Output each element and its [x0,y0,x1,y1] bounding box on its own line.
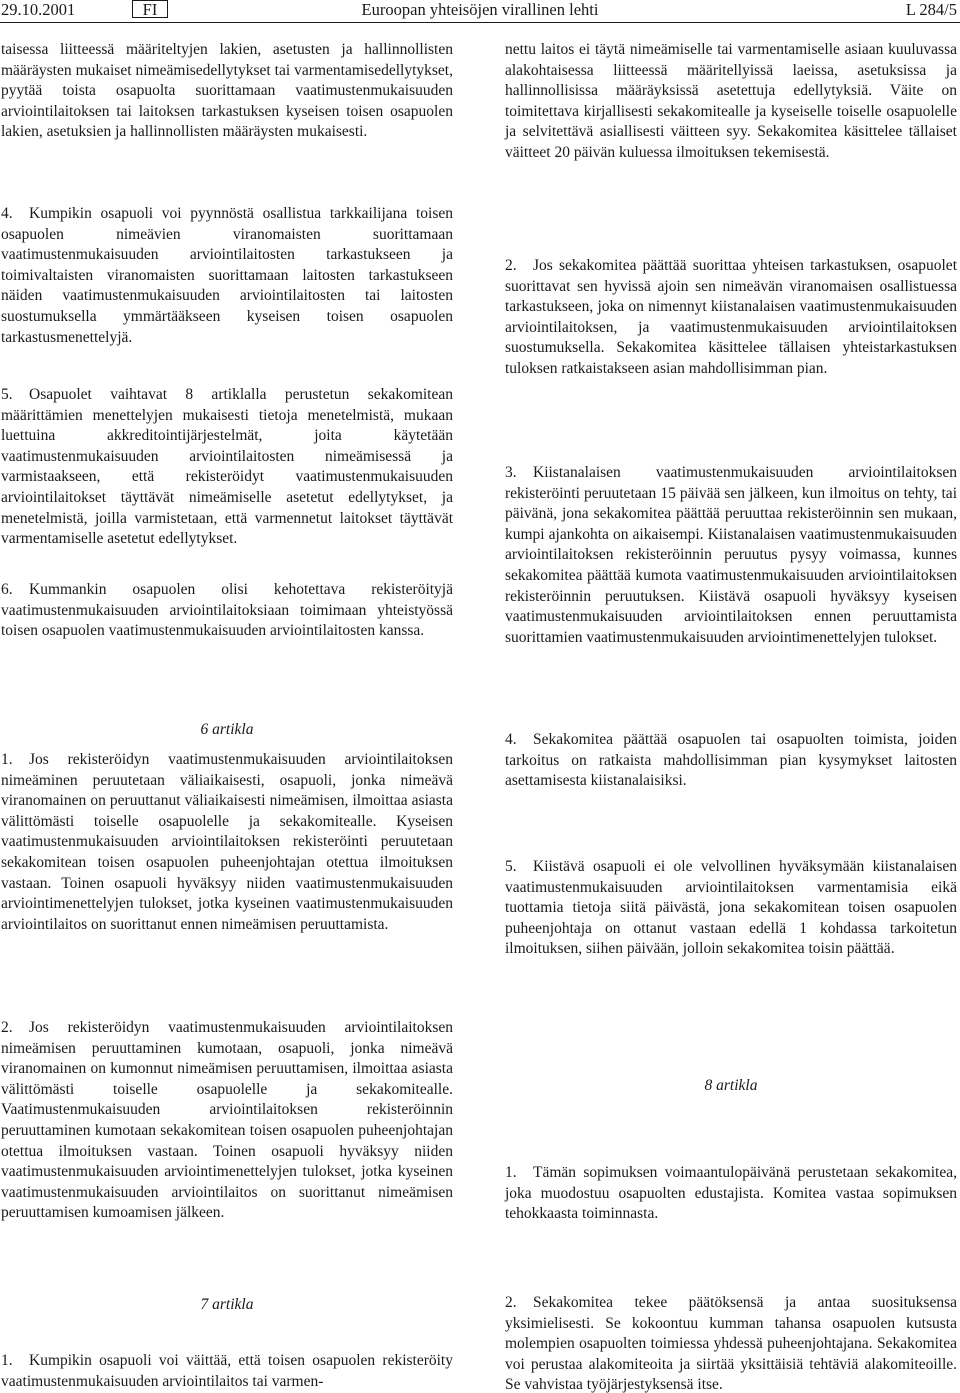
journal-title: Euroopan yhteisöjen virallinen lehti [361,0,599,19]
paragraph-continued: nettu laitos ei täytä nimeämiselle tai varmentamiselle asiaan kuuluvassa alakohtaisessa liitteessä määritellyissä laeissa, asetuksissa ja hallinnollisissa määräyksissä asetettuja edellytyksiä. Väite on toimitettava kirjallisesti sekakomitealle ja kyseiselle toiselle osapuolelle ja selvitettävä asiallisesti väitteen syy. Sekakomitea käsittelee tällaiset väitteet 20 päivän kuluessa ilmoituksen tekemisestä. [505,41,957,161]
paragraph-text: Osapuolet vaihtavat 8 artiklalla perustetun sekakomitean määrittämien menettelyjen mukaisesti tietoja menetelmistä, mukaan luettuina akkreditointijärjestelmät, joita käytetään vaatimustenmukaisuuden arviointilaitosten nimeämisessä ja varmistaakseen, että rekisteröidyt vaatimustenmukaisuuden arviointilaitokset täyttävät nimeämiselle asetetut edellytykset, ja menetelmistä, joilla varmistetaan, että varmennetut laitokset täyttävät varmentamiselle asetetut edellytykset. [1,386,453,548]
left-column [1,204,453,348]
left-column [1,40,453,143]
paragraph-number: 2. [1,1019,13,1036]
header-rule [0,22,960,23]
left-column [1,385,453,550]
article-7-paragraph-1 [1,1351,453,1392]
left-column [1,1351,453,1392]
paragraph-4 [505,730,957,792]
paragraph-number: 6. [1,581,13,598]
paragraph-3 [505,463,957,648]
paragraph-number: 1. [1,1352,13,1369]
paragraph-text: Kiistävä osapuoli ei ole velvollinen hyväksymään kiistanalaisen vaatimustenmukaisuuden arviointilaitoksen varmentamisia eikä tuottamia tietoja siitä päivästä, jona sekakomitean toisen osapuolen puheenjohtaja on ottanut vastaan edellä 1 kohdassa tarkoitetun ilmoituksen, siihen päivään, jolloin sekakomitea toisin päättää. [505,858,957,958]
paragraph-number: 3. [505,464,517,481]
article-8-heading: 8 artikla [704,1077,758,1094]
paragraph-number: 1. [505,1164,517,1181]
left-column [1,580,453,642]
paragraph-text: Kumpikin osapuoli voi pyynnöstä osallistua tarkkailijana toisen osapuolen nimeävien viranomaisten suorittamaan vaatimustenmukaisuuden arviointilaitosten tarkastukseen ja toimivaltaisten viranomaisten suorittamaan laitosten tarkastukseen näiden vaatimustenmukaisuuden arviointilaitosten tai laitosten suostumuksella ymmärtääkseen kyseisen toisen osapuolen tarkastusmenettelyjä. [1,205,453,346]
left-column [1,1295,453,1316]
article-7-heading: 7 artikla [200,1296,254,1313]
page-header [0,0,960,20]
paragraph-text: Sekakomitea tekee päätöksensä ja antaa suosituksensa yksimielisesti. Se kokoontuu kumman tahansa osapuolen kutsusta molempien osapuolten toimiessa yhdessä puheenjohtajana. Sekakomitea voi perustaa alakomiteoita ja siirtää yksittäisiä tehtäviä alakomiteoille. Se vahvistaa työjärjestyksensä itse. [505,1294,957,1393]
right-column [505,857,957,960]
left-column [1,1018,453,1224]
article-8-paragraph-2 [505,1293,957,1393]
article-6-heading: 6 artikla [200,721,254,738]
article-6-paragraph-2 [1,1018,453,1224]
right-column [505,730,957,792]
paragraph-text: Sekakomitea päättää osapuolen tai osapuolten toimista, joiden tarkoitus on ratkaista mahdollisimman pian kysymykset laitosten asettamisesta kiistanalaisiksi. [505,731,957,790]
right-column [505,1293,957,1393]
right-column [505,1163,957,1225]
right-column [505,40,957,164]
right-column [505,463,957,648]
paragraph-number: 2. [505,1294,517,1311]
paragraph-text: Kumpikin osapuoli voi väittää, että toisen osapuolen rekisteröity vaatimustenmukaisuuden arviointilaitos tai varmen- [1,1352,453,1390]
paragraph-number: 4. [505,731,517,748]
paragraph-2 [505,256,957,380]
paragraph-text: Kiistanalaisen vaatimustenmukaisuuden arviointilaitoksen rekisteröinti peruutetaan 15 päivää sen jälkeen, kun ilmoitus on tehty, tai päivänä, jona sekakomitea päättää peruuttaa rekisteröinnin sen mukaan, kumpi ajankohta on aikaisempi. Kiistanalaisen vaatimustenmukaisuuden arviointilaitoksen rekisteröinnin peruutus pysyy voimassa, kunnes sekakomitea päättää kumota vaatimustenmukaisuuden arviointilaitoksen rekisteröinnin peruutuksen. Kiistävä osapuoli hyväksyy kyseisen vaatimustenmukaisuuden arviointilaitoksen ennen peruuttamista suorittamien vaatimustenmukaisuuden arviointimenettelyjen tulokset. [505,464,957,646]
right-column [505,256,957,380]
paragraph-6 [1,580,453,642]
language-badge: FI [132,0,168,18]
page-reference: L 284/5 [905,0,957,19]
left-column [1,720,453,741]
paragraph-text: Jos rekisteröidyn vaatimustenmukaisuuden arviointilaitoksen nimeämisen peruuttaminen kumotaan, osapuoli, jonka nimeävä viranomainen on kumonnut nimeämisen peruuttamisen, ilmoittaa asiasta välittömästi toiselle osapuolelle ja sekakomitealle. Vaatimustenmukaisuuden arviointilaitoksen rekisteröinnin peruuttaminen kumotaan sekakomitean toisen osapuolen puheenjohtajan otettua ilmoituksen vastaan. Toinen osapuoli hyväksyy niiden vaatimustenmukaisuuden arviointimenettelyjen tulokset, jotka kyseinen vaatimustenmukaisuuden arviointilaitos on suorittanut nimeämisen peruuttamisen kumoamisen jälkeen. [1,1019,453,1222]
paragraph-number: 5. [1,386,13,403]
paragraph-4 [1,204,453,348]
publication-date: 29.10.2001 [1,0,76,19]
paragraph-number: 4. [1,205,13,222]
paragraph-number: 1. [1,751,13,768]
paragraph-number: 2. [505,257,517,274]
paragraph-number: 5. [505,858,517,875]
paragraph-text: Jos sekakomitea päättää suorittaa yhteisen tarkastuksen, osapuolet suorittavat sen hyvissä ajoin sen nimeävän viranomaisen osallistuessa tarkastukseen, joka on nimennyt kiistanalaisen vaatimustenmukaisuuden arviointilaitoksen, ja vaatimustenmukaisuuden arviointilaitoksen suostumuksella. Sekakomitea käsittelee tällaisen yhteistarkastuksen tuloksen ratkaistakseen asian mahdollisimman pian. [505,257,957,377]
article-8-paragraph-1 [505,1163,957,1225]
left-column [1,750,453,935]
paragraph-5 [1,385,453,550]
paragraph-text: Kummankin osapuolen olisi kehotettava rekisteröityjä vaatimustenmukaisuuden arviointilaitoksiaan toimimaan yhteistyössä toisen osapuolen vaatimustenmukaisuuden arviointilaitosten kanssa. [1,581,453,640]
right-column [505,1076,957,1097]
paragraph-5 [505,857,957,960]
paragraph-continued: taisessa liitteessä määriteltyjen lakien, asetusten ja hallinnollisten määräysten mukaiset nimeämisedellytykset tai varmentamisedellytykset, pyytää toista osapuolta suorittamaan vaatimustenmukaisuuden arviointilaitoksen tai laitoksen tarkastuksen kyseisen toisen osapuolen lakien, asetuksien ja hallinnollisten määräysten mukaisesti. [1,41,453,141]
article-6-paragraph-1 [1,750,453,935]
paragraph-text: Tämän sopimuksen voimaantulopäivänä perustetaan sekakomitea, joka muodostuu osapuolten edustajista. Komitea vastaa sopimuksen tehokkaasta toiminnasta. [505,1164,957,1223]
paragraph-text: Jos rekisteröidyn vaatimustenmukaisuuden arviointilaitoksen nimeäminen peruutetaan väliaikaisesti, osapuoli, jonka nimeävä viranomainen on peruuttanut väliaikaisesti nimeämisen, ilmoittaa asiasta välittömästi toiselle osapuolelle ja sekakomitealle. Kyseisen vaatimustenmukaisuuden arviointilaitoksen rekisteröinti peruutetaan sekakomitean toisen osapuolen puheenjohtajan otettua ilmoituksen vastaan. Toinen osapuoli hyväksyy niiden vaatimustenmukaisuuden arviointimenettelyjen tulokset, jotka kyseinen vaatimustenmukaisuuden arviointilaitos on suorittanut ennen nimeämisen peruuttamista. [1,751,453,933]
